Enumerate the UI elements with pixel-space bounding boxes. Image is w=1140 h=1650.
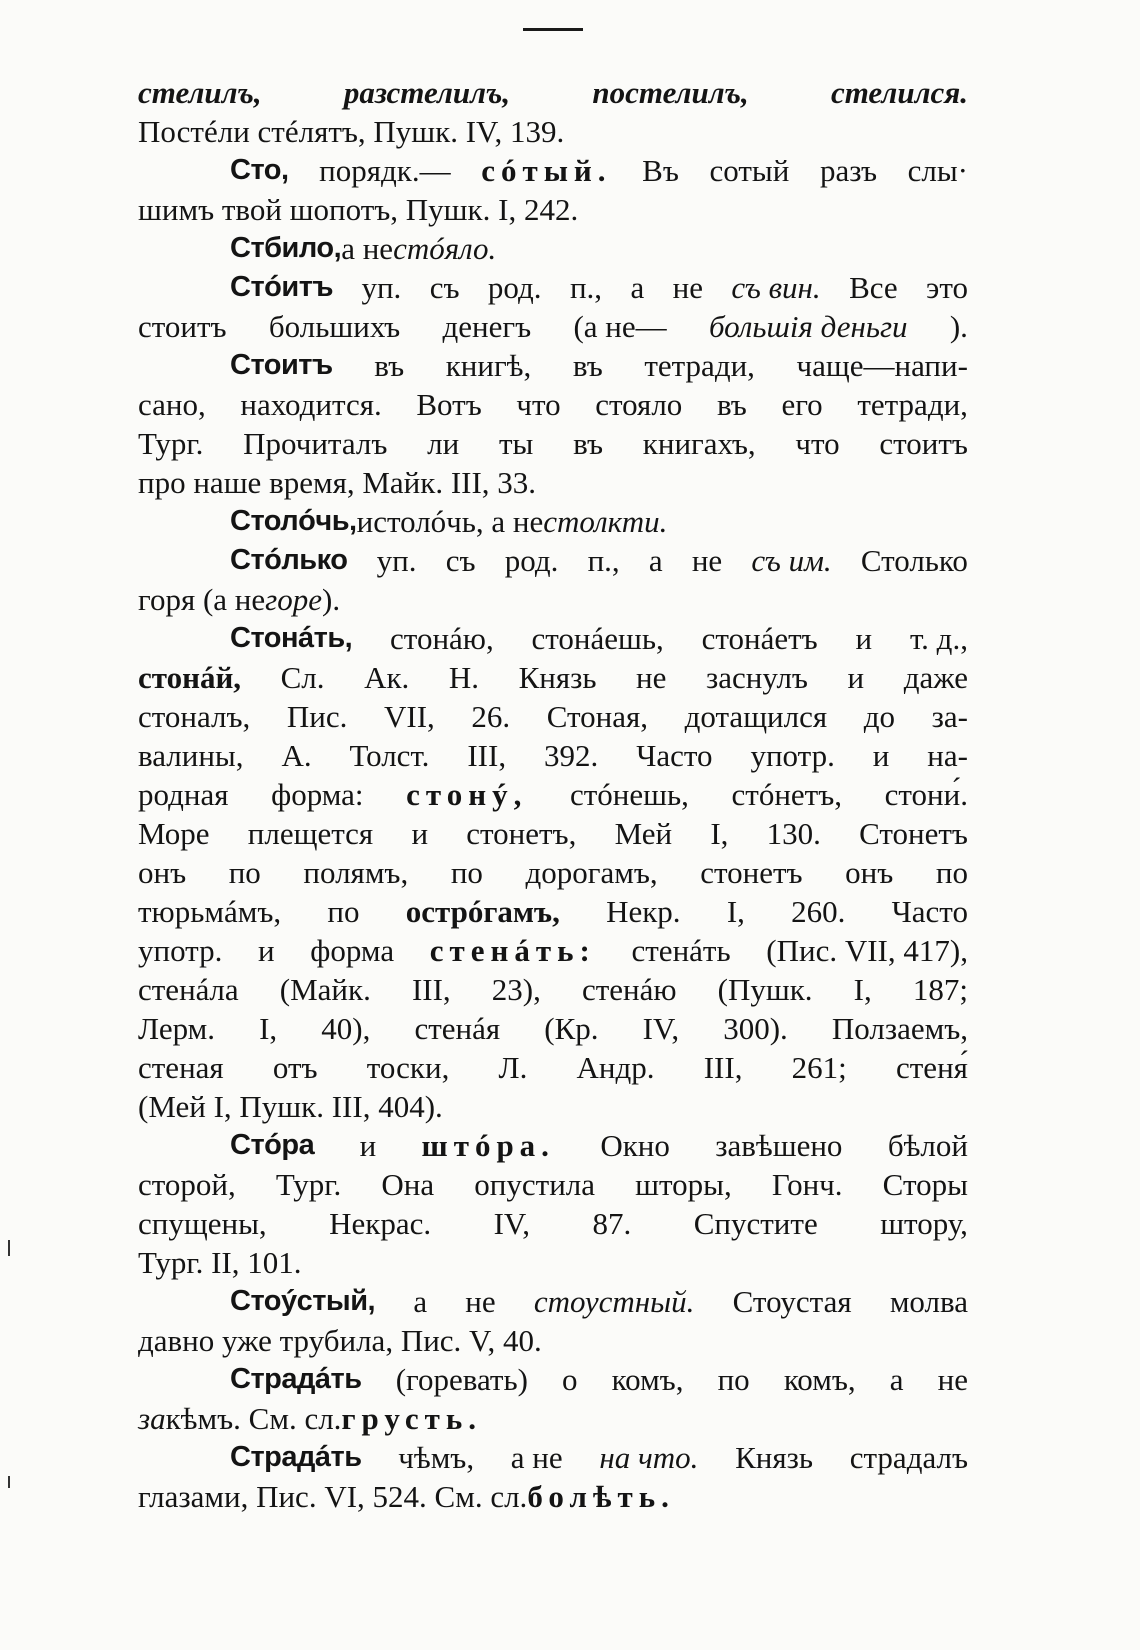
text-line — [138, 1438, 968, 1477]
text-segment: съ — [445, 543, 476, 578]
text-segment: бѣлой — [887, 1128, 968, 1163]
text-segment: III, — [703, 1050, 743, 1085]
text-segment: Въ — [642, 153, 679, 188]
text-segment: Л. — [498, 1050, 528, 1085]
text-segment: кѣмъ. См. сл. — [165, 1401, 342, 1436]
text-line — [138, 541, 968, 580]
text-segment: тетради, — [644, 348, 755, 383]
text-segment: род. — [487, 270, 542, 305]
text-segment: IV, — [493, 1206, 531, 1241]
text-segment: VII, — [384, 699, 435, 734]
text-segment: съ — [429, 270, 460, 305]
headword: Страдáть — [230, 1441, 362, 1473]
text-segment: Ак. — [364, 660, 410, 695]
top-rule — [523, 28, 583, 31]
text-segment: и — [411, 816, 429, 851]
text-segment: т. д., — [909, 621, 968, 656]
text-segment: Некрас. — [329, 1206, 432, 1241]
text-segment: штору, — [880, 1206, 968, 1241]
text-segment: не — [691, 543, 723, 578]
text-line — [138, 814, 968, 853]
text-segment: 26. — [471, 699, 511, 734]
text-line — [138, 229, 968, 268]
text-segment: стóнетъ, — [731, 777, 843, 812]
text-line — [138, 151, 968, 190]
text-segment: 130. — [766, 816, 821, 851]
headword: Стоýстый, — [230, 1285, 376, 1317]
text-segment: стонáю, — [390, 621, 494, 656]
text-segment: Стоная, — [546, 699, 649, 734]
text-line — [138, 1243, 968, 1282]
headword: Столóчь, — [230, 505, 357, 537]
text-segment: по — [450, 855, 483, 890]
text-segment: Море — [138, 816, 210, 851]
text-segment: стонетъ, — [466, 816, 577, 851]
text-line — [138, 346, 968, 385]
text-segment: а — [413, 1284, 428, 1319]
text-segment: (Кр. — [544, 1011, 599, 1046]
text-line — [138, 970, 968, 1009]
headword: Сто, — [230, 154, 289, 186]
text-line — [138, 1399, 968, 1438]
text-segment: сано, — [138, 387, 206, 422]
text-segment: А. — [281, 738, 312, 773]
text-segment: стоустный. — [533, 1284, 695, 1319]
text-line — [138, 268, 968, 307]
text-segment: ). — [322, 582, 341, 617]
text-segment: глазами, Пис. VI, 524. См. сл. — [138, 1479, 528, 1514]
text-segment: I, — [710, 816, 729, 851]
text-segment: книгѣ, — [445, 348, 532, 383]
text-segment: шторы, — [635, 1167, 732, 1202]
text-segment: IV, — [642, 1011, 680, 1046]
text-segment: что — [516, 387, 561, 422]
text-segment: Андр. — [576, 1050, 655, 1085]
text-segment: Ползаемъ, — [831, 1011, 968, 1046]
dictionary-page — [138, 28, 968, 1516]
text-line — [138, 1282, 968, 1321]
text-segment: 300). — [723, 1011, 788, 1046]
text-segment: форма: — [271, 777, 364, 812]
text-segment: разстелилъ, — [343, 75, 511, 110]
text-line — [138, 1009, 968, 1048]
text-segment: стоитъ — [138, 309, 227, 344]
text-segment: не — [465, 1284, 496, 1319]
text-segment: Тург. — [138, 426, 204, 461]
text-segment: полямъ, — [303, 855, 409, 890]
text-segment: штóра. — [421, 1128, 555, 1163]
text-segment: Спустите — [693, 1206, 818, 1241]
text-segment: Сторы — [882, 1167, 968, 1202]
text-segment: Она — [381, 1167, 435, 1202]
text-segment: (Майк. — [279, 972, 371, 1007]
text-segment: Мей — [614, 816, 673, 851]
text-segment: въ — [572, 348, 603, 383]
text-segment: стенáя — [414, 1011, 501, 1046]
text-segment: не — [636, 660, 667, 695]
text-segment: и — [847, 660, 865, 695]
text-segment: за- — [931, 699, 968, 734]
text-line — [138, 619, 968, 658]
text-block — [138, 73, 968, 1516]
text-segment: (Пис. VII, 417), — [766, 933, 968, 968]
text-segment: на что. — [599, 1440, 699, 1475]
text-line — [138, 853, 968, 892]
text-segment: дорогамъ, — [525, 855, 658, 890]
text-segment: по — [935, 855, 968, 890]
text-segment: I, — [259, 1011, 278, 1046]
text-segment: заснулъ — [705, 660, 808, 695]
margin-mark — [8, 1476, 10, 1488]
text-segment: порядк.— — [319, 153, 451, 188]
text-segment: опустила — [474, 1167, 596, 1202]
text-segment: стенáла — [138, 972, 239, 1007]
text-segment: родная — [138, 777, 229, 812]
text-segment: столкти. — [543, 504, 668, 539]
text-segment: въ — [374, 348, 405, 383]
text-segment: уп. — [376, 543, 417, 578]
text-segment: Тург. II, 101. — [138, 1245, 302, 1280]
text-segment: III, — [467, 738, 507, 773]
text-segment: I, — [853, 972, 872, 1007]
text-segment: стонáй, — [138, 660, 242, 695]
text-segment: стóяло. — [393, 231, 497, 266]
text-segment: сотый — [709, 153, 790, 188]
text-segment: молва — [889, 1284, 968, 1319]
text-segment: (горевать) — [395, 1362, 528, 1397]
headword: Стбило, — [230, 232, 342, 264]
text-line — [138, 931, 968, 970]
text-segment: большихъ — [268, 309, 401, 344]
text-segment: тюрьмáмъ, — [138, 894, 282, 929]
text-segment: (Мей I, Пушк. III, 404). — [138, 1089, 443, 1124]
text-segment: Гонч. — [771, 1167, 843, 1202]
text-segment: стонетъ — [700, 855, 803, 890]
text-line — [138, 424, 968, 463]
text-segment: 23), — [491, 972, 541, 1007]
text-segment: употр. — [750, 738, 835, 773]
text-segment: Пис. — [286, 699, 348, 734]
text-segment: тоски, — [366, 1050, 450, 1085]
text-segment: съ им. — [751, 543, 832, 578]
text-line — [138, 1165, 968, 1204]
text-segment: горе — [265, 582, 322, 617]
text-segment: а — [630, 270, 645, 305]
text-segment: стенáть — [631, 933, 731, 968]
text-segment: въ — [716, 387, 747, 422]
text-segment: Н. — [448, 660, 479, 695]
text-segment: давно уже трубила, Пис. V, 40. — [138, 1323, 542, 1358]
text-line — [138, 463, 968, 502]
text-segment: стонý, — [406, 777, 528, 812]
headword: Стóитъ — [230, 271, 334, 303]
text-segment: острóгамъ, — [405, 894, 560, 929]
text-line — [138, 1126, 968, 1165]
text-segment: п., — [569, 270, 603, 305]
text-segment: по — [327, 894, 360, 929]
text-line — [138, 307, 968, 346]
text-segment: а не — [510, 1440, 563, 1475]
text-segment: на- — [927, 738, 968, 773]
text-segment: онъ — [138, 855, 187, 890]
text-line — [138, 502, 968, 541]
text-segment: Сл. — [280, 660, 325, 695]
text-segment: и — [872, 738, 890, 773]
text-segment: I, — [726, 894, 745, 929]
text-segment: Столько — [860, 543, 968, 578]
text-segment: отъ — [272, 1050, 318, 1085]
text-segment: Часто — [891, 894, 968, 929]
text-line — [138, 1477, 968, 1516]
text-segment: форма — [310, 933, 395, 968]
text-segment: съ вин. — [731, 270, 821, 305]
text-segment: а — [889, 1362, 904, 1397]
text-segment: Толст. — [349, 738, 430, 773]
text-line — [138, 1360, 968, 1399]
text-segment: и — [359, 1128, 377, 1163]
text-segment: стояло — [595, 387, 683, 422]
text-line — [138, 658, 968, 697]
text-segment: денегъ — [442, 309, 532, 344]
text-segment: III, — [411, 972, 451, 1007]
text-line — [138, 1204, 968, 1243]
text-line — [138, 1048, 968, 1087]
text-segment: по — [228, 855, 261, 890]
text-segment: за — [138, 1401, 166, 1436]
text-line — [138, 73, 968, 112]
text-segment: стелился. — [830, 75, 968, 110]
text-segment: разъ — [819, 153, 877, 188]
text-segment: Тург. — [275, 1167, 342, 1202]
text-line — [138, 697, 968, 736]
headword: Стóлько — [230, 544, 348, 576]
text-segment: шимъ твой шопотъ, Пушк. I, 242. — [138, 192, 579, 227]
text-segment: употр. — [138, 933, 223, 968]
text-segment: стóнешь, — [569, 777, 689, 812]
text-segment: грусть. — [341, 1401, 483, 1436]
text-segment: истолóчь, а не — [356, 504, 544, 539]
text-segment: Князь — [735, 1440, 814, 1475]
text-line — [138, 1087, 968, 1126]
text-segment: сторой, — [138, 1167, 236, 1202]
text-segment: стоитъ — [879, 426, 968, 461]
text-segment: ли — [427, 426, 460, 461]
text-segment: Князь — [518, 660, 597, 695]
text-segment: и — [855, 621, 873, 656]
text-segment: 261; — [791, 1050, 847, 1085]
text-segment: 392. — [544, 738, 599, 773]
text-segment: стенáю — [581, 972, 677, 1007]
text-segment: комъ, — [783, 1362, 856, 1397]
text-segment: стоналъ, — [138, 699, 251, 734]
text-segment: стеня́ — [896, 1050, 968, 1085]
text-segment: а — [648, 543, 663, 578]
text-segment: чѣмъ, — [398, 1440, 475, 1475]
text-segment: большія деньги — [708, 309, 908, 344]
text-segment: о — [562, 1362, 578, 1397]
text-segment: уп. — [361, 270, 402, 305]
text-segment: 260. — [791, 894, 846, 929]
text-segment: стони́. — [884, 777, 968, 812]
text-segment: по — [717, 1362, 750, 1397]
text-segment: книгахъ, — [642, 426, 756, 461]
text-segment: (Пушк. — [717, 972, 813, 1007]
text-segment: страдалъ — [849, 1440, 968, 1475]
text-segment: Постéли стéлятъ, Пушк. IV, 139. — [138, 114, 565, 149]
text-segment: находится. — [240, 387, 382, 422]
text-segment: Окно — [600, 1128, 670, 1163]
text-segment: плещется — [247, 816, 374, 851]
text-segment: Вотъ — [416, 387, 482, 422]
text-line — [138, 775, 968, 814]
text-segment: ). — [949, 309, 968, 344]
text-segment: а не — [341, 231, 394, 266]
margin-mark — [8, 1240, 10, 1256]
text-segment: валины, — [138, 738, 244, 773]
text-segment: не — [937, 1362, 968, 1397]
headword: Стóра — [230, 1129, 315, 1161]
text-segment: стенáть: — [429, 933, 596, 968]
text-segment: его — [781, 387, 823, 422]
text-segment: Часто — [636, 738, 713, 773]
text-segment: горя (а не — [138, 582, 266, 617]
text-segment: это — [926, 270, 968, 305]
text-segment: 187; — [912, 972, 968, 1007]
text-line — [138, 190, 968, 229]
text-segment: стонáешь, — [531, 621, 664, 656]
text-segment: сóтый. — [481, 153, 612, 188]
text-line — [138, 1321, 968, 1360]
text-segment: дотащился — [684, 699, 828, 734]
text-segment: п., — [587, 543, 620, 578]
text-line — [138, 736, 968, 775]
headword: Страдáть — [230, 1363, 362, 1395]
text-segment: завѣшено — [715, 1128, 843, 1163]
text-segment: не — [672, 270, 703, 305]
text-segment: Стонетъ — [859, 816, 968, 851]
text-segment: слы· — [907, 153, 968, 188]
text-segment: про наше время, Майк. III, 33. — [138, 465, 537, 500]
text-line — [138, 385, 968, 424]
text-segment: род. — [504, 543, 559, 578]
text-segment: до — [863, 699, 896, 734]
text-segment: постелилъ, — [592, 75, 749, 110]
headword: Стоитъ — [230, 349, 333, 381]
text-segment: Все — [849, 270, 898, 305]
text-segment: что — [795, 426, 840, 461]
text-segment: даже — [903, 660, 968, 695]
text-segment: ты — [498, 426, 534, 461]
text-segment: спущены, — [138, 1206, 267, 1241]
text-line — [138, 112, 968, 151]
text-segment: чаще—напи- — [796, 348, 968, 383]
text-segment: онъ — [845, 855, 894, 890]
text-segment: комъ, — [611, 1362, 684, 1397]
text-segment: стелилъ, — [138, 75, 262, 110]
text-line — [138, 892, 968, 931]
text-segment: Стоустая — [732, 1284, 852, 1319]
text-segment: стеная — [138, 1050, 224, 1085]
text-segment: 87. — [592, 1206, 632, 1241]
text-segment: (а не— — [573, 309, 667, 344]
headword: Стонáть, — [230, 622, 353, 654]
text-segment: Прочиталъ — [243, 426, 388, 461]
text-segment: въ — [573, 426, 604, 461]
text-segment: Некр. — [606, 894, 681, 929]
text-segment: стонáетъ — [701, 621, 818, 656]
text-segment: 40), — [321, 1011, 371, 1046]
text-segment: болѣть. — [527, 1479, 675, 1514]
text-segment: Лерм. — [138, 1011, 215, 1046]
text-segment: тетради, — [857, 387, 968, 422]
text-segment: и — [258, 933, 275, 968]
text-line — [138, 580, 968, 619]
